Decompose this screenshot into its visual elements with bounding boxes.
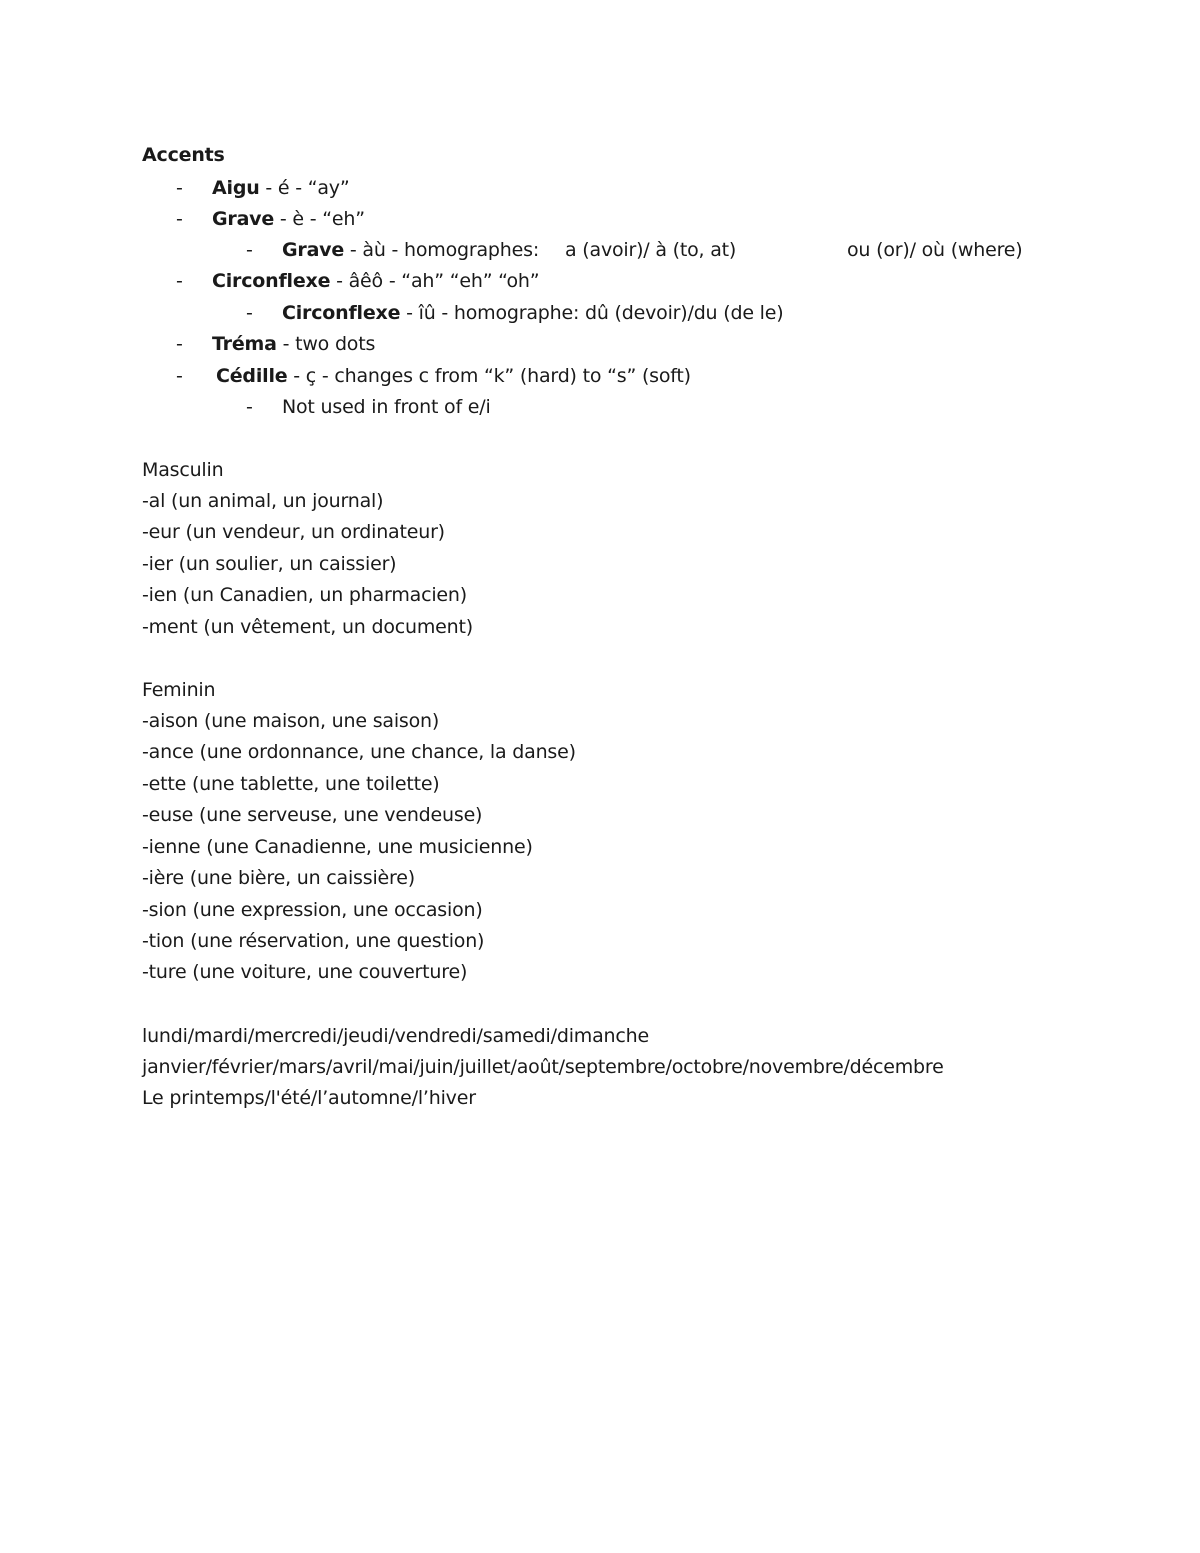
bullet-dash: - (246, 239, 253, 261)
homographe-a: a (avoir)/ à (to, at) (565, 239, 737, 261)
bullet-dash: - (246, 396, 253, 418)
feminin-heading: Feminin (142, 679, 216, 701)
bullet-dash: - (176, 270, 183, 292)
bullet-dash: - (176, 333, 183, 355)
accent-circonflexe: Circonflexe - âêô - “ah” “eh” “oh” (212, 270, 540, 292)
feminin-line: -euse (une serveuse, une vendeuse) (142, 804, 483, 826)
accents-heading: Accents (142, 144, 225, 166)
feminin-line: -ture (une voiture, une couverture) (142, 961, 468, 983)
months-line: janvier/février/mars/avril/mai/juin/juillet/août/septembre/octobre/novembre/décembre (142, 1056, 944, 1078)
accent-circonflexe-homographe: Circonflexe - îû - homographe: dû (devoir)/du (de le) (282, 302, 784, 324)
seasons-line: Le printemps/l'été/l’automne/l’hiver (142, 1087, 476, 1109)
cedille-note: Not used in front of e/i (282, 396, 491, 418)
masculin-line: -ier (un soulier, un caissier) (142, 553, 397, 575)
accent-cedille: Cédille - ç - changes c from “k” (hard) to “s” (soft) (216, 365, 691, 387)
accent-aigu: Aigu - é - “ay” (212, 177, 350, 199)
feminin-line: -ière (une bière, un caissière) (142, 867, 415, 889)
masculin-line: -al (un animal, un journal) (142, 490, 384, 512)
days-line: lundi/mardi/mercredi/jeudi/vendredi/samedi/dimanche (142, 1025, 649, 1047)
accent-grave: Grave - è - “eh” (212, 208, 365, 230)
masculin-line: -ment (un vêtement, un document) (142, 616, 473, 638)
feminin-line: -ette (une tablette, une toilette) (142, 773, 440, 795)
homographe-ou: ou (or)/ où (where) (847, 239, 1023, 261)
bullet-dash: - (246, 302, 253, 324)
bullet-dash: - (176, 208, 183, 230)
feminin-line: -ance (une ordonnance, une chance, la danse) (142, 741, 576, 763)
masculin-heading: Masculin (142, 459, 224, 481)
feminin-line: -sion (une expression, une occasion) (142, 899, 483, 921)
bullet-dash: - (176, 365, 183, 387)
masculin-line: -ien (un Canadien, un pharmacien) (142, 584, 467, 606)
bullet-dash: - (176, 177, 183, 199)
masculin-line: -eur (un vendeur, un ordinateur) (142, 521, 445, 543)
feminin-line: -tion (une réservation, une question) (142, 930, 485, 952)
feminin-line: -aison (une maison, une saison) (142, 710, 440, 732)
feminin-line: -ienne (une Canadienne, une musicienne) (142, 836, 533, 858)
accent-trema: Tréma - two dots (212, 333, 376, 355)
accent-grave-homographes: Grave - àù - homographes: (282, 239, 540, 261)
